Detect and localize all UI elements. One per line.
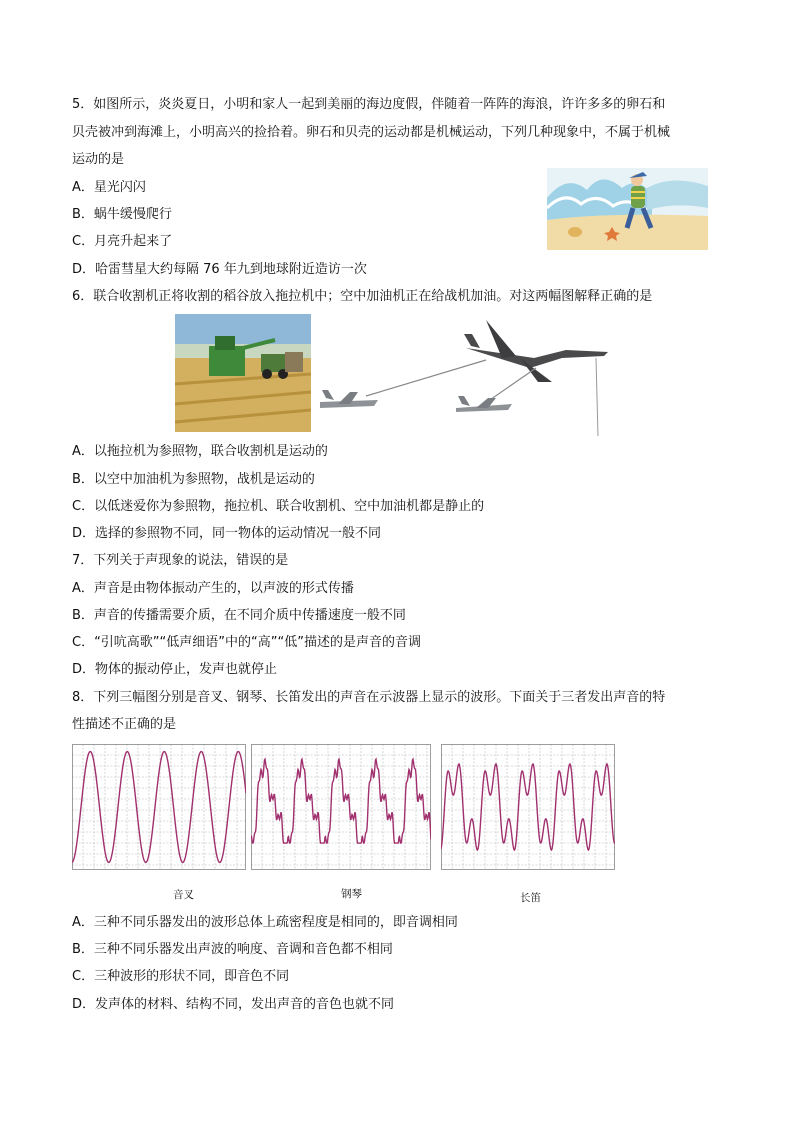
q5-option-b: B．蜗牛缓慢爬行	[72, 207, 172, 222]
q7-option-d: D．物体的振动停止，发声也就停止	[72, 662, 278, 677]
q5-option-c: C．月亮升起来了	[72, 234, 173, 249]
tuning-fork-waveform	[72, 744, 246, 870]
tuning-fork-caption: 音叉	[173, 889, 194, 901]
piano-caption: 钢琴	[341, 888, 362, 900]
q8-stem-line-2: 性描述不正确的是	[72, 717, 177, 732]
q6-option-d: D．选择的参照物不同，同一物体的运动情况一般不同	[72, 526, 382, 541]
q5-option-d: D．哈雷彗星大约每隔 76 年九到地球附近造访一次	[72, 262, 367, 277]
q7-option-c: C．“引吭高歌”“低声细语”中的“高”“低”描述的是声音的音调	[72, 635, 421, 650]
q8-option-a: A．三种不同乐器发出的波形总体上疏密程度是相同的，即音调相同	[72, 915, 458, 930]
flute-caption: 长笛	[520, 892, 541, 904]
piano-waveform	[251, 744, 431, 870]
beach-illustration	[547, 168, 708, 250]
q6-option-a: A．以拖拉机为参照物，联合收割机是运动的	[72, 444, 328, 459]
q5-stem-line-2: 贝壳被冲到海滩上，小明高兴的捡拾着。卵石和贝壳的运动都是机械运动，下列几种现象中，不属于机械	[72, 125, 671, 140]
q5-stem-line-3: 运动的是	[72, 152, 125, 167]
harvester-photo	[175, 314, 311, 432]
q8-option-c: C．三种波形的形状不同，即音色不同	[72, 969, 290, 984]
q6-option-c: C．以低迷爱你为参照物，拖拉机、联合收割机、空中加油机都是静止的	[72, 499, 485, 514]
flute-waveform	[441, 744, 615, 870]
q7-stem: 7．下列关于声现象的说法，错误的是	[72, 553, 289, 568]
q8-stem-line-1: 8．下列三幅图分别是音叉、钢琴、长笛发出的声音在示波器上显示的波形。下面关于三者发出声音的特	[72, 690, 666, 705]
q6-stem: 6．联合收割机正将收割的稻谷放入拖拉机中；空中加油机正在给战机加油。对这两幅图解释正确的是	[72, 289, 653, 304]
q8-option-d: D．发声体的材料、结构不同，发出声音的音色也就不同	[72, 997, 395, 1012]
air-refueling-photo	[316, 312, 616, 436]
q7-option-b: B．声音的传播需要介质，在不同介质中传播速度一般不同	[72, 608, 406, 623]
q8-option-b: B．三种不同乐器发出声波的响度、音调和音色都不相同	[72, 942, 393, 957]
q7-option-a: A．声音是由物体振动产生的，以声波的形式传播	[72, 581, 354, 596]
q5-option-a: A．星光闪闪	[72, 180, 146, 195]
q5-stem-line-1: 5．如图所示，炎炎夏日，小明和家人一起到美丽的海边度假，伴随着一阵阵的海浪，许许多多的卵石和	[72, 97, 666, 112]
q6-option-b: B．以空中加油机为参照物，战机是运动的	[72, 472, 315, 487]
